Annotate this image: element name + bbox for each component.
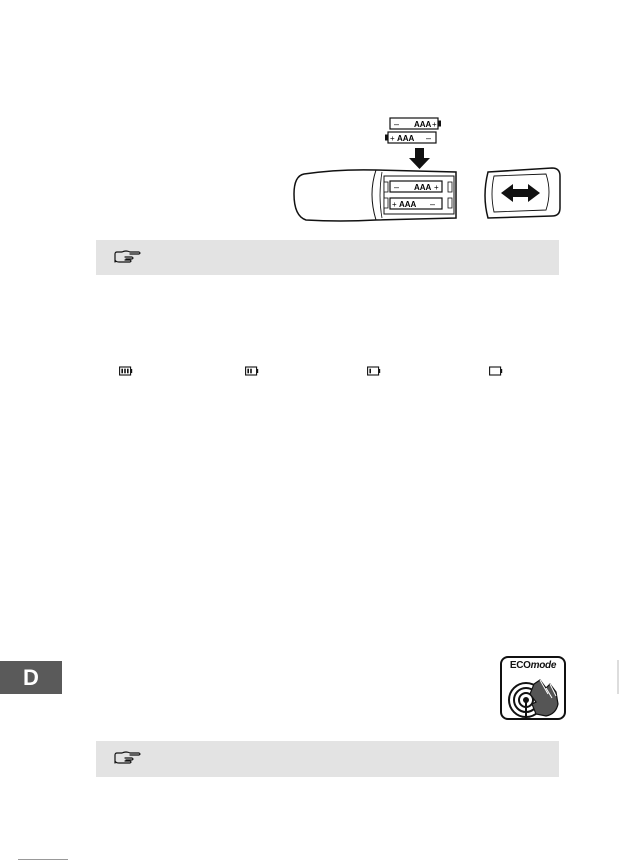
bottom-rule [18,859,68,860]
battery-insertion-illustration [280,112,580,232]
svg-text:AAA: AAA [414,183,432,192]
eco-mode-label: ECOmode [509,660,557,671]
svg-text:–: – [394,182,400,192]
svg-text:–: – [394,119,400,129]
svg-text:+: + [390,134,395,143]
svg-text:–: – [430,199,436,209]
battery-empty-icon [489,366,503,376]
battery-one-third-icon [367,366,381,376]
svg-text:AAA: AAA [399,200,417,209]
eco-mode-logo [500,656,566,720]
loose-battery-bottom [385,132,436,143]
loose-battery-top [390,118,441,129]
down-arrow-icon [409,148,430,169]
pointing-hand-icon [112,248,142,268]
svg-text:+: + [434,183,439,192]
svg-text:AAA: AAA [397,134,415,143]
pointing-hand-icon [112,749,142,769]
note-bar [96,741,559,777]
battery-two-thirds-icon [245,366,259,376]
note-bar [96,240,559,275]
svg-text:–: – [426,133,432,143]
svg-text:+: + [432,120,437,129]
svg-text:AAA: AAA [414,120,432,129]
battery-full-icon [119,366,133,376]
touch-signal-icon [506,674,562,718]
language-tab: D [0,661,62,694]
svg-text:+: + [392,200,397,209]
remote-control-back [294,170,456,221]
battery-cover [485,168,560,218]
